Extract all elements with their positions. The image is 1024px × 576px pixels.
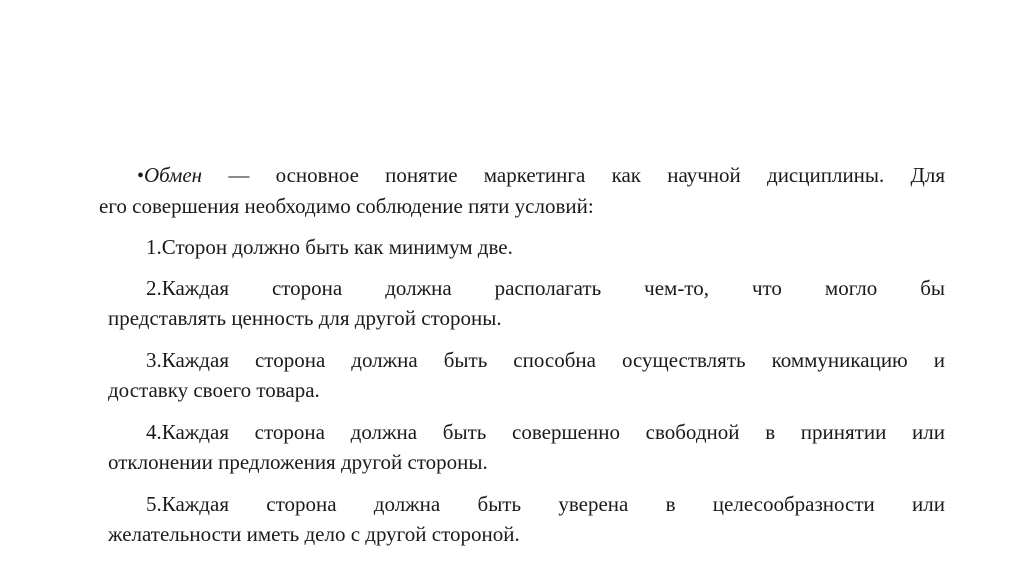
- condition-text: 5.Каждая сторона должна быть уверена в целесообразности или: [146, 492, 945, 516]
- intro-paragraph: [99, 160, 945, 221]
- condition-text: 4.Каждая сторона должна быть совершенно свободной в принятии или: [146, 420, 945, 444]
- intro-second-line: его совершения необходимо соблюдение пяти условий:: [99, 194, 594, 218]
- condition-text-cont: желательности иметь дело с другой стороной.: [108, 522, 520, 546]
- intro-first-line: [99, 160, 945, 191]
- condition-text: 1.Сторон должно быть как минимум две.: [146, 235, 513, 259]
- condition-text-cont: отклонении предложения другой стороны.: [108, 450, 488, 474]
- condition-text-cont: представлять ценность для другой стороны.: [108, 306, 502, 330]
- condition-item: [108, 273, 945, 333]
- condition-item: [108, 232, 945, 262]
- conditions-list: [108, 232, 945, 561]
- condition-text-cont: доставку своего товара.: [108, 378, 320, 402]
- bullet-icon: •: [137, 165, 145, 187]
- condition-item: [108, 417, 945, 477]
- condition-text: 2.Каждая сторона должна располагать чем-то, что могло бы: [146, 276, 945, 300]
- intro-line1-rest: — основное понятие маркетинга как научной дисциплины. Для: [202, 163, 945, 187]
- condition-item: [108, 345, 945, 405]
- term-exchange: Обмен: [144, 163, 203, 187]
- condition-item: [108, 489, 945, 549]
- condition-text: 3.Каждая сторона должна быть способна осуществлять коммуникацию и: [146, 348, 945, 372]
